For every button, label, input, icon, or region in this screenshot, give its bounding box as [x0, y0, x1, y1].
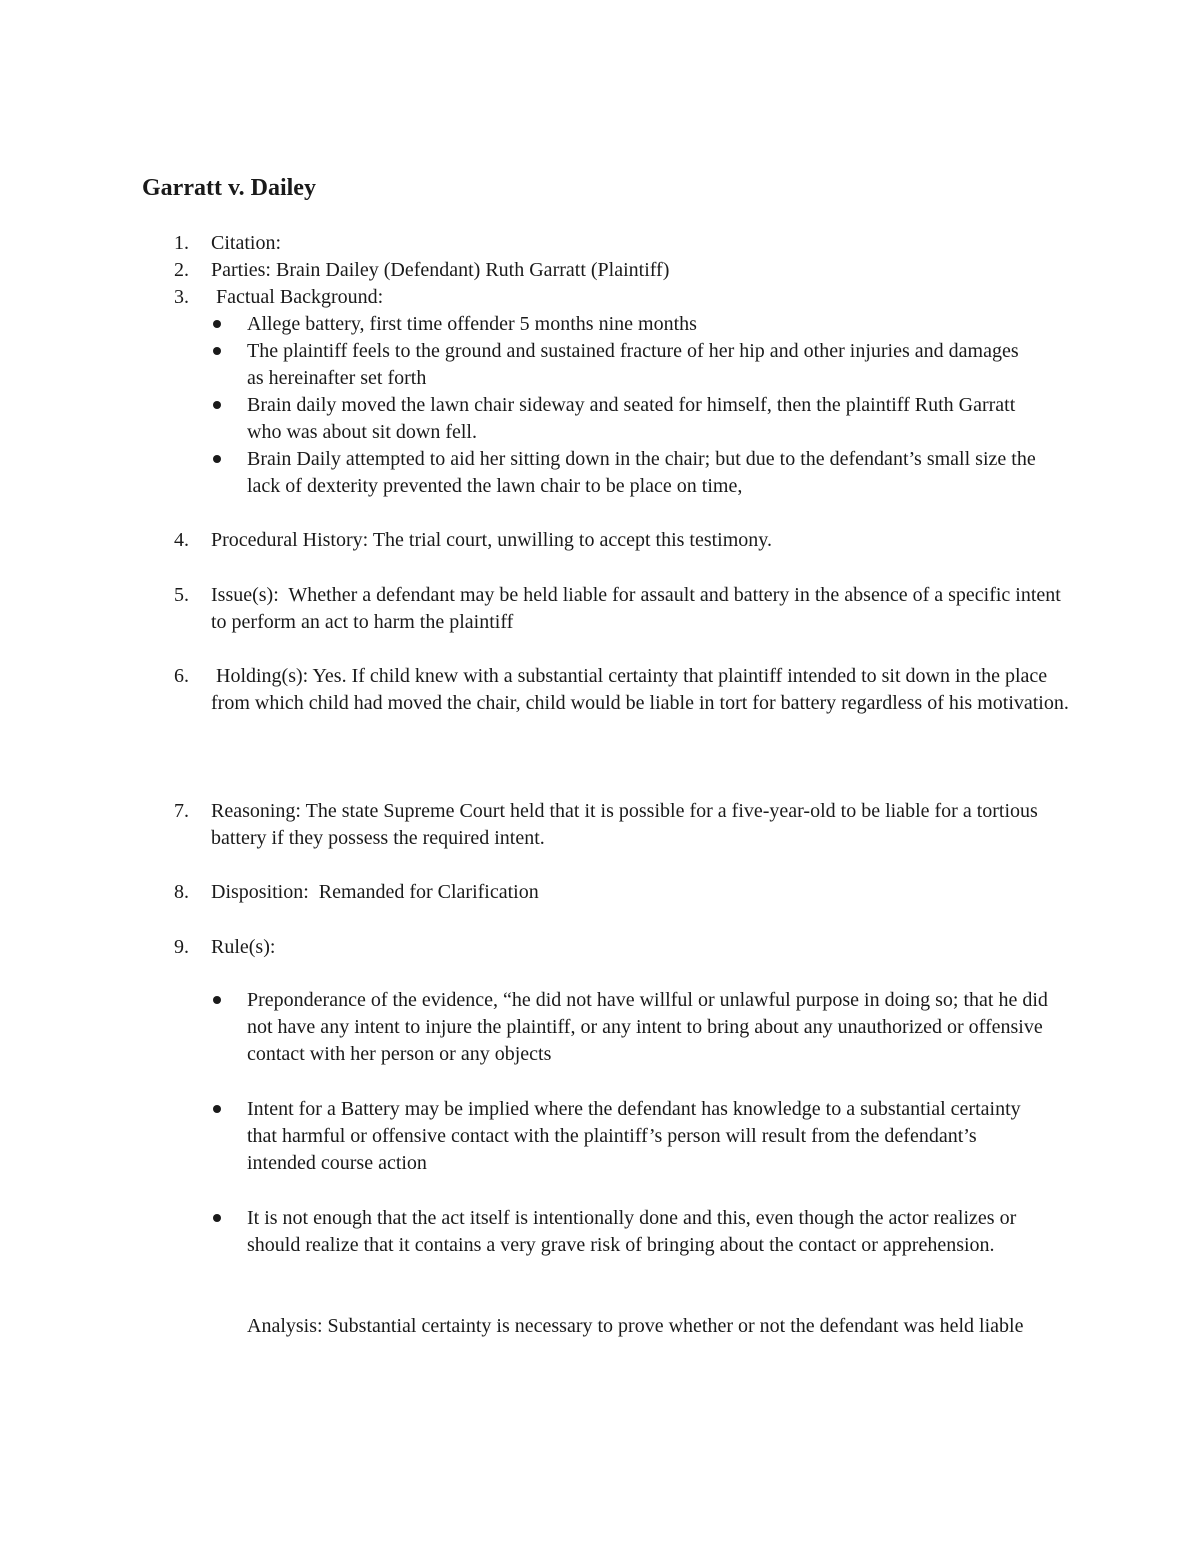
item-number: 5. — [174, 584, 189, 606]
rule-bullet: It is not enough that the act itself is intentionally done and this, even though the actor realizes or should realize that it contains a very grave risk of bringing about the contact or apprehension. — [247, 1207, 1017, 1256]
fact-bullet: Brain daily moved the lawn chair sideway and seated for himself, then the plaintiff Ruth Garratt who was about sit down fell. — [247, 394, 1016, 443]
bullet-icon — [213, 320, 221, 328]
item-number: 8. — [174, 881, 189, 903]
item-disposition: Disposition: Remanded for Clarification — [211, 881, 539, 903]
item-number: 4. — [174, 529, 189, 551]
item-citation: Citation: — [211, 232, 281, 254]
item-number: 7. — [174, 800, 189, 822]
bullet-icon — [213, 996, 221, 1004]
bullet-icon — [213, 347, 221, 355]
bullet-icon — [213, 1214, 221, 1222]
item-holdings: Holding(s): Yes. If child knew with a substantial certainty that plaintiff intended to sit down in the place from which child had moved the chair, child would be liable in tort for battery regardless of his motivation. — [211, 665, 1069, 714]
item-number: 6. — [174, 665, 189, 687]
item-parties: Parties: Brain Dailey (Defendant) Ruth Garratt (Plaintiff) — [211, 259, 670, 281]
analysis-text: Analysis: Substantial certainty is necessary to prove whether or not the defendant was held liable — [247, 1315, 1024, 1337]
item-rules: Rule(s): — [211, 936, 276, 958]
fact-bullet: Brain Daily attempted to aid her sitting down in the chair; but due to the defendant’s small size the lack of dexterity prevented the lawn chair to be place on time, — [247, 448, 1036, 497]
item-number: 1. — [174, 232, 189, 254]
item-issues: Issue(s): Whether a defendant may be held liable for assault and battery in the absence of a specific intent to perform an act to harm the plaintiff — [211, 584, 1066, 633]
bullet-icon — [213, 401, 221, 409]
bullet-icon — [213, 455, 221, 463]
rule-bullet: Preponderance of the evidence, “he did not have willful or unlawful purpose in doing so; that he did not have any intent to injure the plaintiff, or any intent to bring about any unauthorized or offensive contact with her person or any objects — [247, 989, 1048, 1065]
fact-bullet: The plaintiff feels to the ground and sustained fracture of her hip and other injuries and damages as hereinafter set forth — [247, 340, 1019, 389]
item-procedural-history: Procedural History: The trial court, unwilling to accept this testimony. — [211, 529, 772, 551]
fact-bullet: Allege battery, first time offender 5 months nine months — [247, 313, 697, 335]
rule-bullet: Intent for a Battery may be implied where the defendant has knowledge to a substantial certainty that harmful or offensive contact with the plaintiff’s person will result from the defendant’s intended course action — [247, 1098, 1021, 1174]
item-factual-background: Factual Background: — [211, 286, 384, 308]
document-title: Garratt v. Dailey — [142, 175, 316, 201]
item-number: 2. — [174, 259, 189, 281]
item-number: 9. — [174, 936, 189, 958]
item-number: 3. — [174, 286, 189, 308]
item-reasoning: Reasoning: The state Supreme Court held that it is possible for a five-year-old to be liable for a tortious battery if they possess the required intent. — [211, 800, 1038, 849]
bullet-icon — [213, 1105, 221, 1113]
